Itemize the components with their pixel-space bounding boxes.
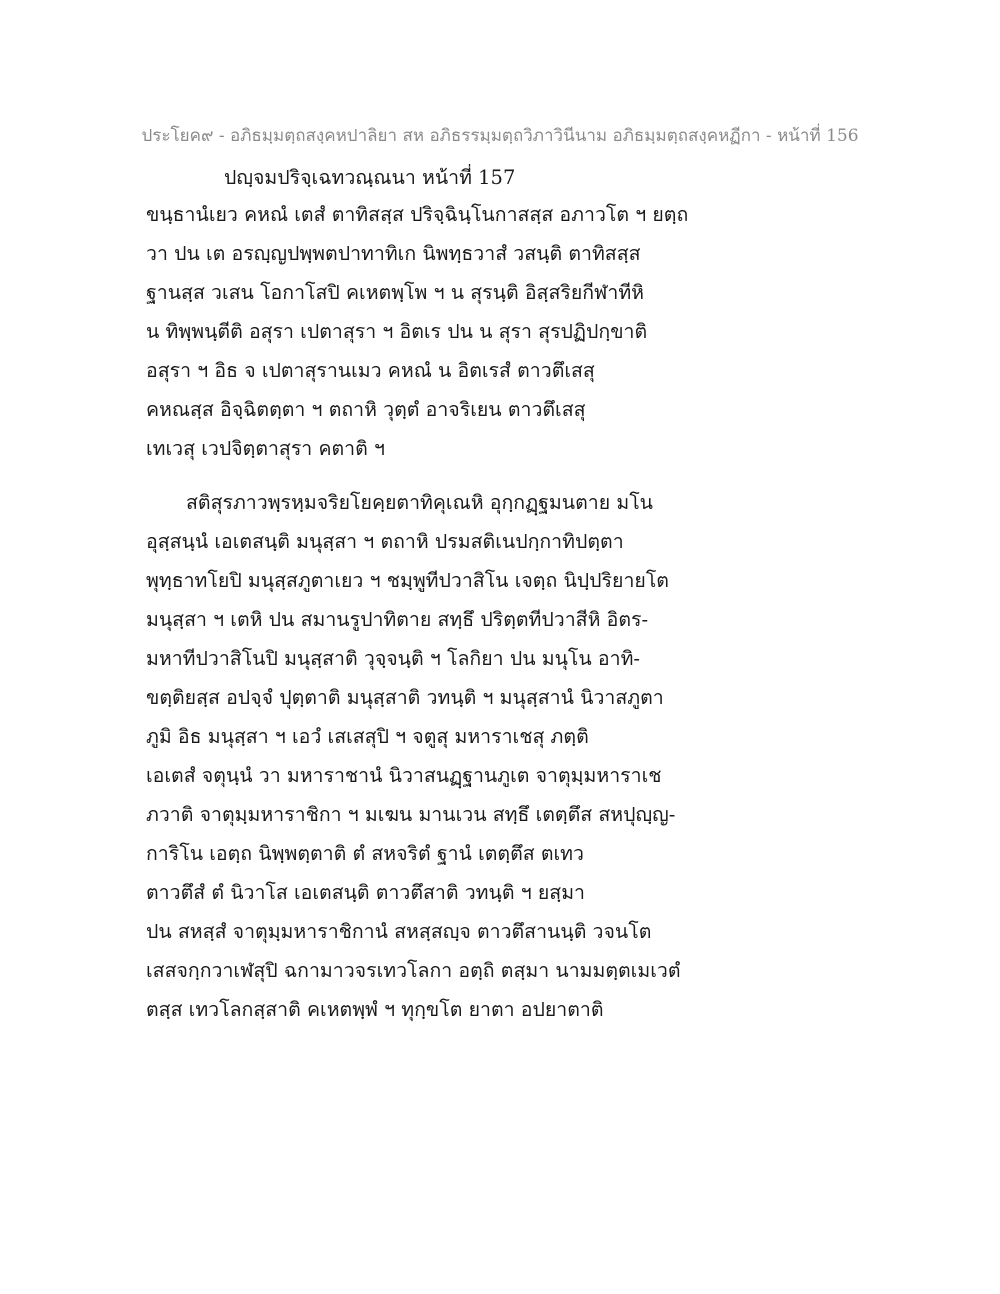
paragraph-gap bbox=[146, 468, 706, 483]
text-line: สติสุรภาวพฺรหฺมจริยโยคฺยตาทิคุเณหิ อุกฺกฏฺฐมนตาย มโน bbox=[186, 491, 654, 514]
text-line: พุทฺธาทโยปิ มนุสฺสภูตาเยว ฯ ชมฺพูทีปวาสิโน เจตฺถ นิปฺปริยายโต bbox=[146, 569, 669, 592]
text-line: มหาทีปวาสิโนปิ มนุสฺสาติ วุจฺจนฺติ ฯ โลกิยา ปน มนุโน อาทิ- bbox=[146, 647, 641, 670]
text-line: ภวาติ จาตุมฺมหาราชิกา ฯ มเฆน มานเวน สทฺธึ เตตฺตึส สหปุญฺญ- bbox=[146, 803, 676, 826]
text-line: ฐานสฺส วเสน โอกาโสปิ คเหตพฺโพ ฯ น สุรนฺติ อิสฺสริยกีฬาทีหิ bbox=[146, 281, 645, 304]
text-line: มนุสฺสา ฯ เตหิ ปน สมานรูปาทิตาย สทฺธึ ปริตฺตทีปวาสีหิ อิตร- bbox=[146, 608, 649, 631]
text-line: อสุรา ฯ อิธ จ เปตาสุรานเมว คหณํ น อิตเรสํ ตาวตึเสสุ bbox=[146, 359, 595, 382]
text-line: น ทิพฺพนฺตีติ อสุรา เปตาสุรา ฯ อิตเร ปน น สุรา สุรปฏิปกฺขาติ bbox=[146, 320, 648, 343]
running-header: ประโยค๙ - อภิธมฺมตฺถสงฺคหปาลิยา สห อภิธรรมฺมตฺถวิภาวินีนาม อภิธมฺมตฺถสงฺคหฏีกา - หน้าที่ 156 bbox=[141, 126, 859, 146]
text-line: ภูมิ อิธ มนุสฺสา ฯ เอวํ เสเสสุปิ ฯ จตูสุ มหาราเชสุ ภตฺติ bbox=[146, 725, 589, 748]
text-line: ตสฺส เทวโลกสฺสาติ คเหตพฺพํ ฯ ทุกฺขโต ยาตา อปยาตาติ bbox=[146, 998, 604, 1021]
text-line: วา ปน เต อรญฺญปพฺพตปาทาทิเก นิพทฺธวาสํ วสนฺติ ตาทิสสฺส bbox=[146, 242, 641, 265]
text-line: ขนฺธานํเยว คหณํ เตสํ ตาทิสสฺส ปริจฺฉินฺโนกาสสฺส อภาวโต ฯ ยตฺถ bbox=[146, 203, 689, 226]
text-line: คหณสฺส อิจฺฉิตตฺตา ฯ ตถาหิ วุตฺตํ อาจริเยน ตาวตึเสสุ bbox=[146, 398, 586, 421]
paragraph-2 bbox=[146, 483, 706, 1029]
paragraph-1 bbox=[146, 195, 706, 468]
text-line: ปน สหสฺสํ จาตุมฺมหาราชิกานํ สหสฺสญฺจ ตาวตึสานนฺติ วจนโต bbox=[146, 920, 652, 943]
text-line: การิโน เอตฺถ นิพฺพตฺตาติ ตํ สหจริตํ ฐานํ เตตฺตึส ตเทว bbox=[146, 842, 584, 865]
text-line: เสสจกฺกวาเฬสุปิ ฉกามาวจรเทวโลกา อตฺถิ ตสฺมา นามมตฺตเมเวตํ bbox=[146, 959, 681, 982]
text-line: ตาวตึสํ ตํ นิวาโส เอเตสนฺติ ตาวตึสาติ วทนฺติ ฯ ยสฺมา bbox=[146, 881, 586, 904]
body-text bbox=[146, 195, 706, 1029]
chapter-heading: ปญฺจมปริจฺเฉทวณฺณนา หน้าที่ 157 bbox=[224, 166, 516, 189]
text-line: เทเวสุ เวปจิตฺตาสุรา คตาติ ฯ bbox=[146, 437, 385, 460]
text-line: อุสฺสนฺนํ เอเตสนฺติ มนุสฺสา ฯ ตถาหิ ปรมสติเนปกฺกาทิปตฺตา bbox=[146, 530, 624, 553]
text-line: ขตฺติยสฺส อปจฺจํ ปุตฺตาติ มนุสฺสาติ วทนฺติ ฯ มนุสฺสานํ นิวาสภูตา bbox=[146, 686, 664, 709]
text-line: เอเตสํ จตุนฺนํ วา มหาราชานํ นิวาสนฏฺฐานภูเต จาตุมฺมหาราเช bbox=[146, 764, 662, 787]
